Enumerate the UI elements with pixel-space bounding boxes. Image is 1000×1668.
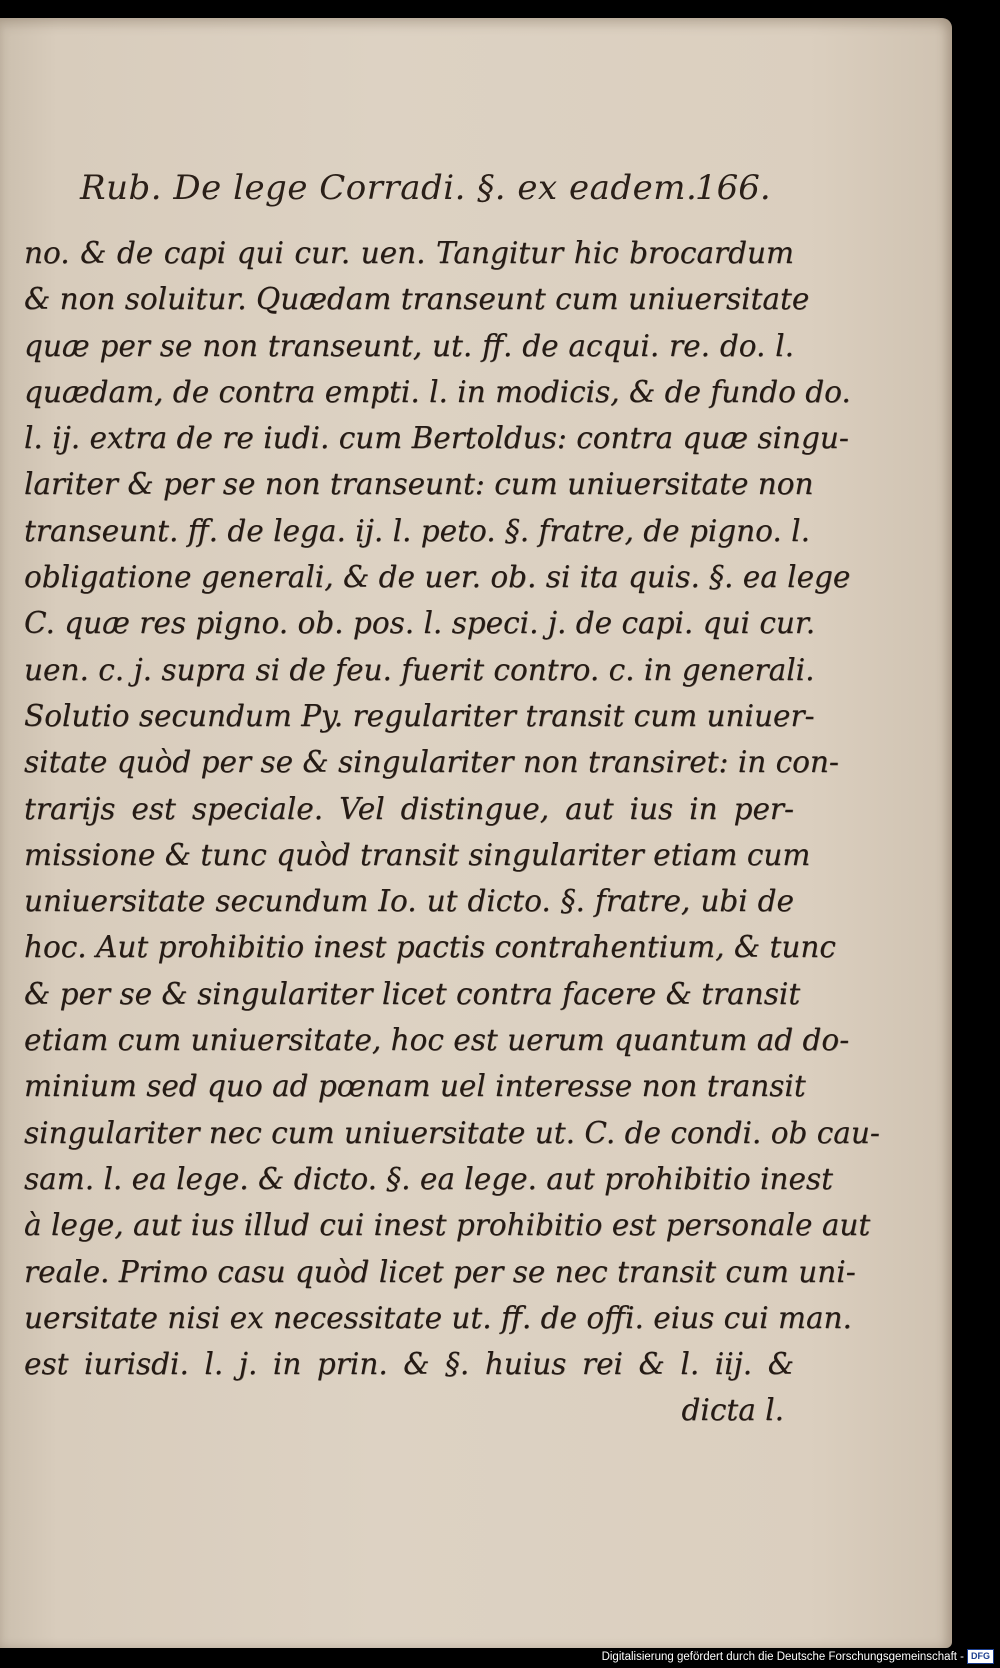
text-line: & per se & singulariter licet contra facere & transit <box>24 976 801 1011</box>
text-line: C. quæ res pigno. ob. pos. l. speci. j. de capi. qui cur. <box>24 606 816 641</box>
text-line: l. ij. extra de re iudi. cum Bertoldus: contra quæ singu- <box>24 421 849 456</box>
text-line: lariter & per se non transeunt: cum uniuersitate non <box>24 467 814 502</box>
credit-text: Digitalisierung gefördert durch die Deutsche Forschungsgemeinschaft - <box>601 1650 964 1663</box>
page-number: 166. <box>695 168 771 208</box>
text-line: quæ per se non transeunt, ut. ff. de acqui. re. do. l. <box>24 328 794 363</box>
dfg-logo: DFG <box>967 1649 994 1664</box>
text-line: quædam, de contra empti. l. in modicis, & de fundo do. <box>24 374 851 409</box>
text-line: uen. c. j. supra si de feu. fuerit contro. c. in generali. <box>24 652 815 687</box>
text-line: à lege, aut ius illud cui inest prohibitio est personale aut <box>24 1208 871 1243</box>
text-line: obligatione generali, & de uer. ob. si ita quis. §. ea lege <box>24 560 851 595</box>
text-line: missione & tunc quòd transit singulariter etiam cum <box>24 837 811 872</box>
book-page <box>0 18 952 1648</box>
text-line: & non soluitur. Quædam transeunt cum uniuersitate <box>24 282 810 317</box>
text-line: singulariter nec cum uniuersitate ut. C. de condi. ob cau- <box>24 1115 880 1150</box>
text-line: dicta l. <box>681 1393 784 1428</box>
text-line: uersitate nisi ex necessitate ut. ff. de offi. eius cui man. <box>24 1300 852 1335</box>
digitization-credit <box>602 1649 994 1664</box>
page-text-body <box>24 230 880 1434</box>
text-line: Solutio secundum Py. regulariter transit cum uniuer- <box>24 698 815 733</box>
text-line: no. & de capi qui cur. uen. Tangitur hic brocardum <box>24 236 794 270</box>
text-line: etiam cum uniuersitate, hoc est uerum quantum ad do- <box>24 1023 850 1058</box>
text-line: minium sed quo ad pœnam uel interesse non transit <box>24 1069 806 1104</box>
text-line: hoc. Aut prohibitio inest pactis contrahentium, & tunc <box>24 930 836 965</box>
text-line: sam. l. ea lege. & dicto. §. ea lege. aut prohibitio inest <box>24 1161 833 1196</box>
running-head: Rub. De lege Corradi. §. ex eadem. <box>80 168 698 208</box>
text-line: sitate quòd per se & singulariter non transiret: in con- <box>24 745 839 780</box>
text-line: trarijs est speciale. Vel distingue, aut ius in per- <box>24 791 794 826</box>
text-line: uniuersitate secundum Io. ut dicto. §. fratre, ubi de <box>24 884 794 919</box>
text-line: transeunt. ff. de lega. ij. l. peto. §. fratre, de pigno. l. <box>24 513 810 548</box>
text-line: reale. Primo casu quòd licet per se nec transit cum uni- <box>24 1254 856 1289</box>
text-line: est iurisdi. l. j. in prin. & §. huius rei & l. iij. & <box>24 1347 794 1382</box>
